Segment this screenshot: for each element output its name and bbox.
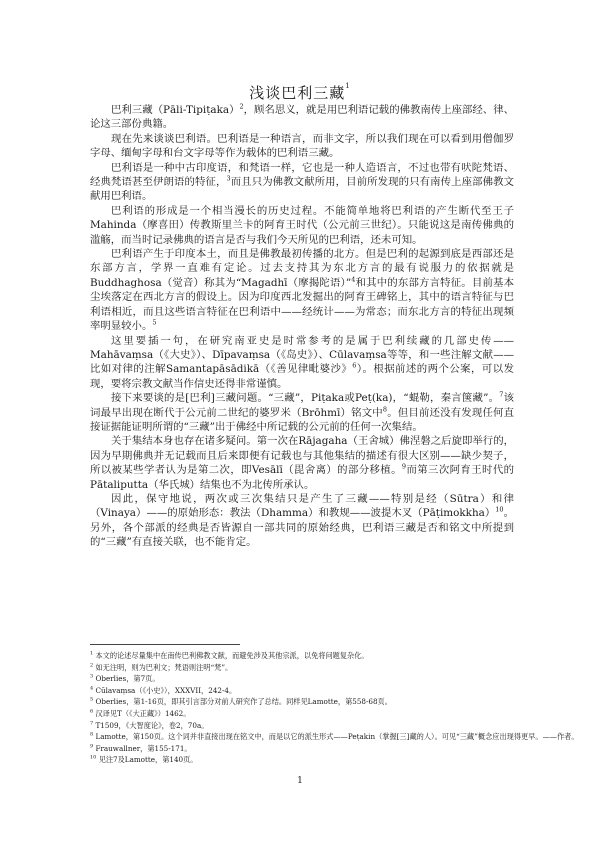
- paragraph-text: 因此，保守地说，两次或三次集结只是产生了三藏——特别是经（Sūtra）和律（Vinaya）——的原始形态：教法（Dhamma）和教规——波提木叉（Pāṭimokkha）: [90, 492, 514, 520]
- footnote-number: 2: [90, 662, 94, 669]
- paragraph: [90, 492, 514, 550]
- footnote-text: Oberlies，第1-16页，即其引言部分对前人研究作了总结。同样见Lamotte，第558-68页。: [93, 697, 392, 707]
- paragraph: [90, 204, 514, 247]
- page-number: 1: [297, 776, 303, 786]
- footnote-ref: 4: [351, 275, 356, 284]
- footnote-number: 4: [90, 685, 94, 692]
- paragraph: [90, 391, 514, 434]
- paragraph-text: 巴利语是一种中古印度语，和梵语一样，它也是一种人造语言，不过也带有吠陀梵语、经典梵语甚至伊朗语的特征，: [90, 161, 514, 189]
- paragraph-text: ）。根据前述的两个公案，可以发现，要将宗教文献当作信史还得非常谨慎。: [90, 363, 514, 390]
- footnote: [90, 673, 514, 685]
- footnote-text: Lamotte，第150页。这个词并非直接出现在铭文中，而是以它的派生形式——Peṭakin（掌握[三]藏的人）。可见“三藏”概念应出现得更早。——作者。: [93, 732, 579, 742]
- paragraph-text: 接下来要谈的是[巴利]三藏问题。“三藏”，Piṭaka或Peṭ(ka)，“蜫勒，秦言箧藏”。: [111, 392, 500, 405]
- paragraph-text: 现在先来谈谈巴利语。巴利语是一种语言，而非文字，所以我们现在可以看到用僧伽罗字母、缅甸字母和台文字母等作为载体的巴利语三藏。: [90, 132, 514, 160]
- paragraph: [90, 247, 514, 333]
- footnote-number: 3: [90, 673, 94, 680]
- footnote-text: 见注7及Lamotte，第140页。: [96, 755, 198, 765]
- footnote: [90, 720, 514, 732]
- paragraph: [90, 161, 514, 204]
- footnote-ref: 10: [495, 505, 504, 514]
- footnote-number: 5: [90, 696, 94, 703]
- paragraph-text: 这里要插一句，在研究南亚史是时常参考的是属于巴利续藏的几部史传——Mahāvaṃsa（《大史》）、Dīpavaṃsa（《岛史》）、Cūlavaṃsa等等，和一些注解文献——比如对律的注解Samantapāsādikā（《善见律毗婆沙》: [90, 334, 514, 376]
- footnote: [90, 685, 514, 697]
- paragraph: [90, 103, 514, 132]
- footnotes: [90, 650, 579, 766]
- footnote: [90, 708, 514, 720]
- paragraph-text: 关于集结本身也存在诸多疑问。第一次在Rājagaha（王舍城）佛涅磐之后旋即举行的，因为早期佛典并无记载而且后来即便有记载也与其他集结的描述有很大区别——缺少契子，所以被某些学者认为是第二次，即Vesālī（毘舍离）的部分移植。: [90, 435, 514, 477]
- paragraph-text: ，顾名思义，就是用巴利语记载的佛教南传上座部经、律、论这三部份典籍。: [90, 104, 514, 131]
- footnote-text: 本文的论述尽量集中在南传巴利佛教文献，而避免涉及其他宗派，以免将问题复杂化。: [93, 651, 369, 660]
- paragraph-text: 该词最早出现在断代于公元前二世纪的婆罗米（Brōhmī）铭文中: [90, 392, 515, 419]
- body-text: [90, 103, 514, 550]
- paragraph-text: 而第三次阿育王时代的Pātaliputta（华氏城）结集也不为北传所承认。: [90, 464, 515, 491]
- footnote-text: 如无注明，则为巴利文；梵语则注明“梵”。: [93, 662, 233, 672]
- footnote-number: 1: [90, 650, 94, 657]
- footnote-ref: 8: [382, 405, 388, 414]
- paragraph: [90, 434, 514, 492]
- footnote-ref: 6: [352, 361, 357, 370]
- paragraph-text: 。另外，各个部派的经典是否皆源自一部共同的原始经典，巴利语三藏是否和铭文中所提到的“三藏”有直接关联，也不能肯定。: [90, 507, 514, 549]
- footnote-ref: 9: [401, 462, 407, 471]
- paragraph: [90, 334, 514, 392]
- footnote-ref: 5: [152, 318, 157, 327]
- footnote: [90, 743, 514, 755]
- paragraph-text: 巴利三藏（Pāli-Tipiṭaka）: [111, 104, 240, 116]
- footnote-text: Frauwallner，第155-171。: [93, 743, 192, 753]
- footnote-number: 10: [90, 754, 97, 761]
- title-text: 浅谈巴利三藏: [249, 84, 346, 102]
- paragraph-text: 和其中的东部方言特征。目前基本尘埃落定在西北方言的假设上。因为印度西北发掘出的阿育王碑铭上，其中的语言特征与巴利语相近，而且这些语言特征在巴利语中——经统计——为常态；而东北方言的特征出现频率明显较小。: [90, 276, 514, 333]
- paragraph-text: 而且只为佛教文献所用，目前所发现的只有南传上座部佛教文献用巴利语。: [90, 176, 514, 203]
- footnote-number: 9: [90, 743, 94, 750]
- footnote: [90, 754, 514, 766]
- footnote-text: 汉译见T（《大正藏》）1462。: [93, 708, 191, 718]
- footnote-number: 7: [90, 720, 94, 727]
- footnote-divider: [90, 644, 240, 645]
- paragraph: [90, 132, 514, 161]
- document-title: [0, 82, 600, 103]
- footnote-ref: 2: [239, 102, 244, 111]
- paragraph-text: 巴利语产生于印度本土，而且是佛教最初传播的北方。但是巴利的起源到底是西部还是东部方言，学界一直难有定论。过去支持其为东北方言的最有说服力的依据就是Buddhaghosa（觉音）称其为“Magadhī（摩揭陀语）”: [90, 248, 514, 289]
- paragraph-text: 。但目前还没有发现任何直接证据能证明所谓的“三藏”出于佛经中所记载的公元前的任何一次集结。: [90, 406, 514, 433]
- footnote-text: T1509，《大智度论》，卷2，70a。: [93, 720, 209, 730]
- footnote-ref: 7: [499, 390, 504, 399]
- footnote-text: Oberlies，第7页。: [93, 674, 160, 684]
- footnote: [90, 696, 514, 708]
- footnote-number: 6: [90, 708, 94, 715]
- footnote: [90, 662, 514, 674]
- footnote-text: Cūlavaṃsa（《小史》），XXXVII，242-4。: [93, 685, 237, 695]
- footnote-ref: 3: [226, 174, 231, 183]
- footnote: [90, 731, 579, 743]
- footnote: [90, 650, 514, 662]
- paragraph-text: 巴利语的形成是一个相当漫长的历史过程。不能简单地将巴利语的产生断代至王子 Mahinda（摩喜田）传教斯里兰卡的阿育王时代（公元前三世纪）。只能说这是南传佛典的滥觞，而当时记录佛典的语言是否与我们今天所见的巴利语，还未可知。: [90, 204, 514, 246]
- title-footnote-ref: 1: [345, 82, 351, 90]
- footnote-number: 8: [90, 731, 94, 738]
